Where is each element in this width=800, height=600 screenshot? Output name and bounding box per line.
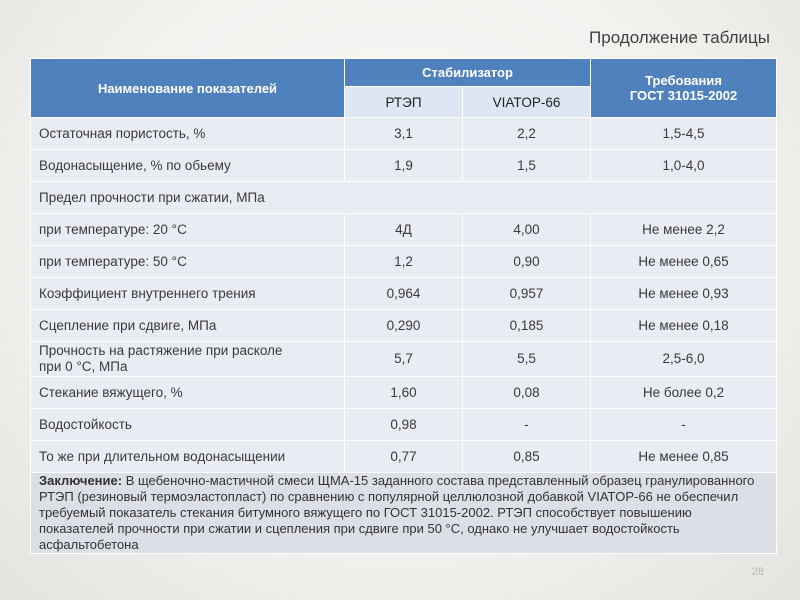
requirement-value: 1,0-4,0 [591,150,777,182]
row-name-line1: Прочность на растяжение при расколе [39,343,283,358]
header-name-column: Наименование показателей [31,59,345,118]
slide-title: Продолжение таблицы [589,28,770,47]
viatop-value: 2,2 [463,118,591,150]
table-row [31,278,777,310]
rtep-value: 4Д [345,214,463,246]
viatop-value: 4,00 [463,214,591,246]
row-name: Водостойкость [31,409,345,441]
row-name: Коэффициент внутреннего трения [31,278,345,310]
viatop-value: 5,5 [463,342,591,377]
table-row [31,214,777,246]
requirement-value: Не менее 0,93 [591,278,777,310]
header-viatop: VIATOP-66 [463,87,591,118]
requirement-value: - [591,409,777,441]
rtep-value: 1,9 [345,150,463,182]
viatop-value: - [463,409,591,441]
rtep-value: 0,98 [345,409,463,441]
rtep-value: 5,7 [345,342,463,377]
rtep-value: 3,1 [345,118,463,150]
header-requirements-line1: Требования [645,73,722,88]
row-name: Сцепление при сдвиге, МПа [31,310,345,342]
row-name: Стекание вяжущего, % [31,377,345,409]
viatop-value: 0,08 [463,377,591,409]
header-requirements-line2: ГОСТ 31015-2002 [629,88,738,103]
viatop-value: 0,185 [463,310,591,342]
viatop-value: 0,957 [463,278,591,310]
header-rtep: РТЭП [345,87,463,118]
properties-table [30,58,777,554]
requirement-value: 2,5-6,0 [591,342,777,377]
table-row [31,377,777,409]
viatop-value: 1,5 [463,150,591,182]
table-row [31,441,777,473]
viatop-value: 0,85 [463,441,591,473]
requirement-value: 1,5-4,5 [591,118,777,150]
row-name: Предел прочности при сжатии, МПа [31,182,777,214]
row-name: при температуре: 50 °С [31,246,345,278]
rtep-value: 1,60 [345,377,463,409]
table-row [31,150,777,182]
page-number: 28 [751,566,764,578]
row-name: То же при длительном водонасыщении [31,441,345,473]
requirement-value: Не менее 0,65 [591,246,777,278]
conclusion-label: Заключение: [39,473,123,488]
conclusion-text: В щебеночно-мастичной смеси ЩМА-15 заданного состава представленный образец гранулированного РТЭП (резиновый термоэластопласт) по сравнению с популярной целлюлозной добавкой VIATOP-66 не обеспечил требуемый показатель стекания битумного вяжущего по ГОСТ 31015-2002. РТЭП способствует повышению показателей прочности при сжатии и сцепления при сдвиге при 50 °С, однако не улучшает водостойкость асфальтобетона [39,473,755,552]
requirement-value: Не менее 0,18 [591,310,777,342]
row-name-line2: при 0 °С, МПа [39,359,128,374]
table-row-section [31,182,777,214]
table-row [31,342,777,377]
rtep-value: 0,77 [345,441,463,473]
viatop-value: 0,90 [463,246,591,278]
row-name: Остаточная пористость, % [31,118,345,150]
conclusion [31,473,777,554]
table-row [31,118,777,150]
rtep-value: 1,2 [345,246,463,278]
row-name: Водонасыщение, % по обьему [31,150,345,182]
header-requirements [591,59,777,118]
table-row [31,310,777,342]
rtep-value: 0,290 [345,310,463,342]
requirement-value: Не более 0,2 [591,377,777,409]
requirement-value: Не менее 0,85 [591,441,777,473]
requirement-value: Не менее 2,2 [591,214,777,246]
row-name: при температуре: 20 °С [31,214,345,246]
row-name [31,342,345,377]
conclusion-row [31,473,777,554]
table-row [31,246,777,278]
rtep-value: 0,964 [345,278,463,310]
header-stabilizer: Стабилизатор [345,59,591,87]
table-row [31,409,777,441]
